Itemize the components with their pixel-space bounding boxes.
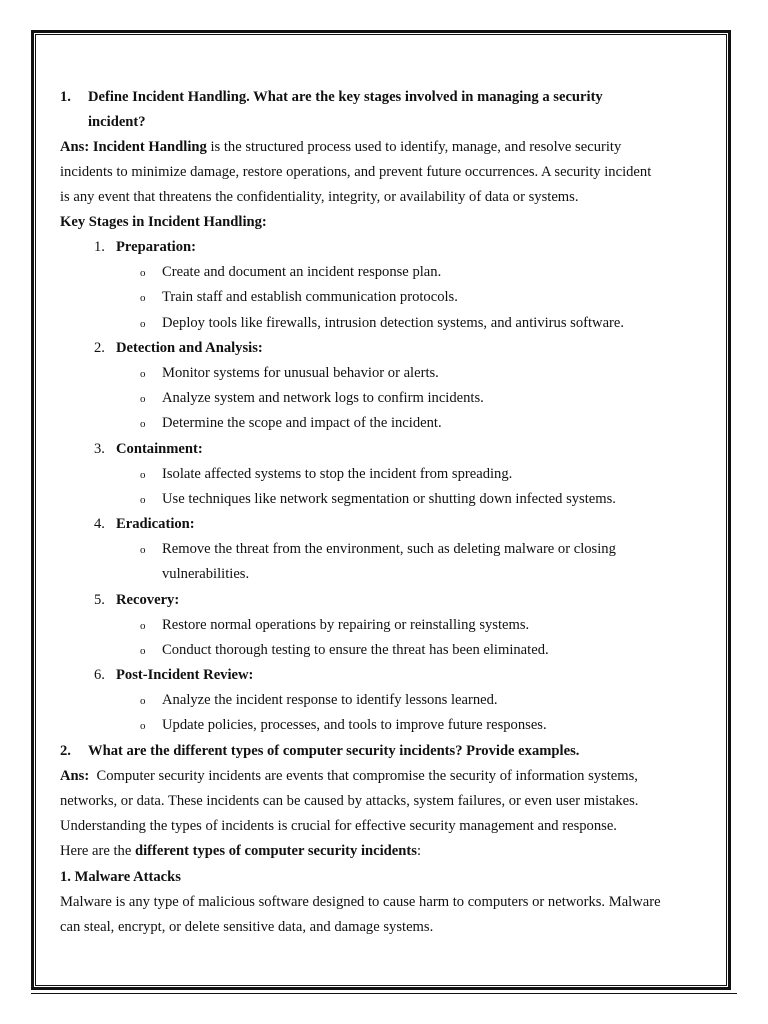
q1-ans-label: Ans: — [60, 139, 90, 155]
stage-number: 3. — [94, 441, 105, 457]
q1-answer-line1 — [60, 138, 621, 156]
stage-item: Conduct thorough testing to ensure the threat has been eliminated. — [162, 642, 549, 658]
stage-item: Train staff and establish communication protocols. — [162, 289, 458, 305]
stage-title: Post-Incident Review: — [116, 667, 254, 683]
bullet-icon: o — [140, 469, 146, 481]
q1-answer-line2: incidents to minimize damage, restore operations, and prevent future occurrences. A security incident — [60, 164, 652, 180]
q2-answer-text: Computer security incidents are events that compromise the security of information systems, — [89, 768, 638, 784]
malware-line2: can steal, encrypt, or delete sensitive data, and damage systems. — [60, 919, 434, 935]
stage-item-continuation: vulnerabilities. — [162, 566, 250, 582]
q2-answer-line3: Understanding the types of incidents is crucial for effective security management and response. — [60, 818, 617, 834]
stage-item: Determine the scope and impact of the incident. — [162, 415, 442, 431]
bullet-icon: o — [140, 720, 146, 732]
stage-number: 5. — [94, 592, 105, 608]
bottom-rule — [31, 993, 737, 994]
q2-ans-label: Ans: — [60, 768, 90, 784]
q2-answer-line1 — [60, 767, 638, 785]
q1-answer-rest: is the structured process used to identify, manage, and resolve security — [206, 139, 622, 155]
stage-item: Analyze system and network logs to confirm incidents. — [162, 390, 484, 406]
bullet-icon: o — [140, 292, 146, 304]
bullet-icon: o — [140, 494, 146, 506]
stage-item: Remove the threat from the environment, such as deleting malware or closing — [162, 541, 616, 557]
stage-item: Use techniques like network segmentation or shutting down infected systems. — [162, 491, 616, 507]
stage-number: 4. — [94, 516, 105, 532]
here-suffix: : — [416, 843, 421, 859]
bullet-icon: o — [140, 544, 146, 556]
stage-item: Create and document an incident response plan. — [162, 264, 442, 280]
bullet-icon: o — [140, 418, 146, 430]
stage-item: Monitor systems for unusual behavior or alerts. — [162, 365, 439, 381]
bullet-icon: o — [140, 695, 146, 707]
here-prefix: Here are the — [60, 843, 135, 859]
malware-heading: 1. Malware Attacks — [60, 869, 181, 885]
stage-number: 6. — [94, 667, 105, 683]
bullet-icon: o — [140, 368, 146, 380]
bullet-icon: o — [140, 318, 146, 330]
stages-heading: Key Stages in Incident Handling: — [60, 214, 267, 230]
stage-title: Containment: — [116, 441, 203, 457]
q1-question-line1: Define Incident Handling. What are the key stages involved in managing a security — [88, 89, 603, 105]
stage-title: Recovery: — [116, 592, 180, 608]
bullet-icon: o — [140, 393, 146, 405]
bullet-icon: o — [140, 267, 146, 279]
bullet-icon: o — [140, 645, 146, 657]
stage-title: Detection and Analysis: — [116, 340, 263, 356]
stage-item: Isolate affected systems to stop the incident from spreading. — [162, 466, 513, 482]
stage-title: Eradication: — [116, 516, 195, 532]
q2-answer-line2: networks, or data. These incidents can be caused by attacks, system failures, or even user mistakes. — [60, 793, 639, 809]
q1-answer-line3: is any event that threatens the confidentiality, integrity, or availability of data or systems. — [60, 189, 579, 205]
bullet-icon: o — [140, 620, 146, 632]
q2-question: What are the different types of computer security incidents? Provide examples. — [88, 743, 580, 759]
here-bold: different types of computer security incidents — [134, 843, 417, 859]
stage-item: Update policies, processes, and tools to improve future responses. — [162, 717, 547, 733]
stage-title: Preparation: — [116, 239, 196, 255]
q1-question-line2: incident? — [88, 114, 146, 130]
stage-number: 1. — [94, 239, 105, 255]
stage-item: Restore normal operations by repairing or reinstalling systems. — [162, 617, 530, 633]
stage-number: 2. — [94, 340, 105, 356]
q2-here-line — [60, 842, 421, 860]
q2-number: 2. — [60, 743, 71, 759]
stage-item: Analyze the incident response to identify lessons learned. — [162, 692, 498, 708]
q1-number: 1. — [60, 89, 71, 105]
malware-line1: Malware is any type of malicious software designed to cause harm to computers or networks. Malware — [60, 894, 661, 910]
stage-item: Deploy tools like firewalls, intrusion detection systems, and antivirus software. — [162, 315, 625, 331]
q1-term: Incident Handling — [92, 139, 207, 155]
